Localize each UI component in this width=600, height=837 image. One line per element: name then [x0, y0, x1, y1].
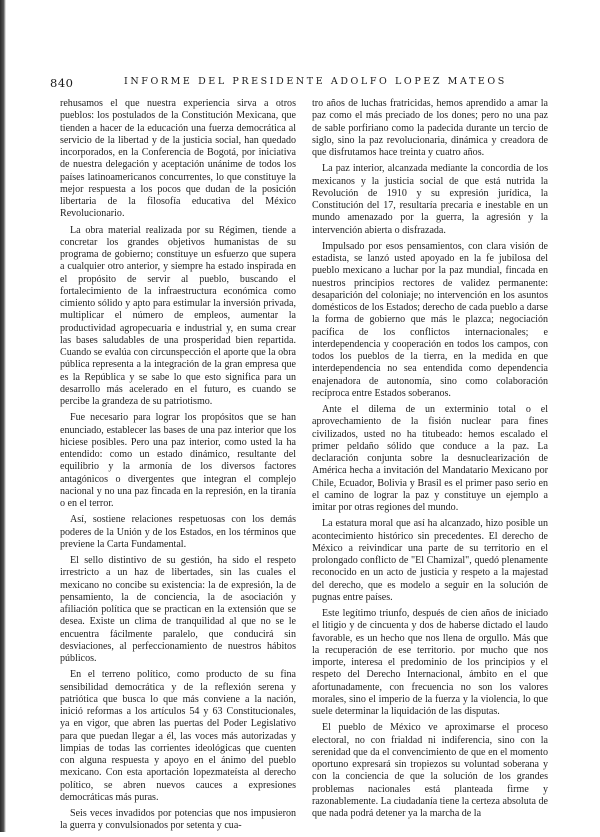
paragraph: tro años de luchas fratricidas, hemos aprendido a amar la paz como el más preciado de los dones; pero no una paz de sable porfiriano como la padecida durante un tercio de siglo, sino la paz revolucionaria, dinámica y creadora de que disfrutamos hace treinta y cuatro años.: [312, 98, 548, 158]
paragraph: La estatura moral que así ha alcanzado, hizo posible un acontecimiento histórico sin precedentes. El derecho de México a reivindicar una parte de su territorio en el prolongado conflicto de "El Chamizal", quedó plenamente reconocido en un acto de justicia y respeto a la majestad del derecho, que es modelo a seguir en la solución de pugnas entre países.: [312, 518, 548, 603]
paragraph: Ante el dilema de un exterminio total o el aprovechamiento de la fisión nuclear para fines civilizados, usted no ha titubeado: hemos escalado el primer peldaño sólido que conduce a la paz. La declaración conjunta sobre la desnuclearización de América hecha a invitación del Mandatario Mexicano por Chile, Ecuador, Bolivia y Brasil es el primer paso serio en el camino de lograr la paz y constituye un ejemplo a imitar por otras regiones del mundo.: [312, 404, 548, 513]
paragraph: Este legítimo triunfo, después de cien años de iniciado el litigio y de cincuenta y dos de haberse dictado el laudo favorable, es un hecho que nos llena de orgullo. Más que la recuperación de ese territorio. por mucho que nos importe, interesa el predominio de los principios y el respeto del Derecho Internacional, ámbito en el que afortunadamente, con frecuencia no son los valores morales, sino el imperio de la fuerza y la violencia, lo que suele determinar la liquidación de las disputas.: [312, 608, 548, 717]
paragraph: Así, sostiene relaciones respetuosas con los demás poderes de la Unión y de los Estados, en los términos que previene la Carta Fundamental.: [60, 514, 296, 550]
paragraph: La obra material realizada por su Régimen, tiende a concretar los grandes objetivos humanistas de su programa de gobierno; constituye un esfuerzo que supera a cualquier otro anterior, y siempre ha estado inspirada en el propósito de servir al pueblo, buscando el fortalecimiento de la infraestructura económica como cimiento sólido y apto para estimular la inversión privada, multiplicar el número de empleos, aumentar la productividad agropecuaria e industrial y, en suma crear las bases saludables de una prosperidad bien repartida. Cuando se evalúa con circunspección el aporte que la obra pública representa a la integración de la gran empresa que es la República y se sabe lo que esto significa para un desarrollo más acelerado en el futuro, es cuando se percibe la grandeza de su patriotismo.: [60, 224, 296, 407]
paragraph: Impulsado por esos pensamientos, con clara visión de estadista, se lanzó usted apoyado en la fe jubilosa del pueblo mexicano a luchar por la paz mundial, fincada en nuestros principios rectores de validez permanente: desaparición del coloniaje; no intervención en los asuntos domésticos de los Estados; derecho de cada pueblo a darse la forma de gobierno que más le plazca; negociación pacífica de los conflictos internacionales; e interdependencia y cooperación en todos los campos, con todos los pueblos de la tierra, en la medida en que interdependencia no sea entendida como dependencia enajenadora de autonomía, sino como colaboración recíproca entre Estados soberanos.: [312, 240, 548, 399]
running-title: INFORME DEL PRESIDENTE ADOLFO LOPEZ MATEOS: [124, 76, 507, 87]
paragraph: El pueblo de México ve aproximarse el proceso electoral, no con frialdad ni indiferencia, sino con la serenidad que da el convencimiento de que en el momento oportuno expresará sin tropiezos su voluntad soberana y con la conciencia de que la solución de los grandes problemas nacionales está planteada firme y razonablemente. La ciudadanía tiene la certeza absoluta de que nada podrá detener ya la marcha de la: [312, 722, 548, 819]
paragraph: El sello distintivo de su gestión, ha sido el respeto irrestricto a un haz de libertades, sin las cuales el mexicano no concibe su existencia: la de expresión, la de pensamiento, la de conciencia, la de asociación y afiliación política que se practican en la extensión que se desea. Existe un clima de tranquilidad al que no se le encuentra fácilmente paralelo, que conducirá sin desviaciones, al perfeccionamiento de nuestros hábitos públicos.: [60, 555, 296, 664]
paragraph: En el terreno político, como producto de su fina sensibilidad democrática y de la reflexión serena y patriótica que busca lo que más conviene a la nación, inició reformas a los artículos 54 y 63 Constitucionales, ya en vigor, que abren las puertas del Poder Legislativo para que puedan llegar a él, las voces más autorizadas y limpias de todas las corrientes ideológicas que cuenten con alguna respuesta y apoyo en el ánimo del pueblo mexicano. Con esta aportación lopezmateísta al derecho político, se abren nuevos cauces a expresiones democráticas más puras.: [60, 669, 296, 803]
page-number: 840: [50, 76, 74, 90]
paragraph: Seis veces invadidos por potencias que nos impusieron la guerra y convulsionados por setenta y cua-: [60, 808, 296, 832]
scan-binding-shadow: [0, 0, 6, 832]
page-header: [50, 76, 550, 92]
left-column: [60, 98, 296, 837]
paragraph: Fue necesario para lograr los propósitos que se han enunciado, establecer las bases de una paz interior que los hiciese posibles. Pero una paz interior, como usted la ha entendido: como un estado dinámico, resultante del equilibrio y la armonía de los diversos factores antagónicos o divergentes que integran el complejo nacional y no una paz fincada en la represión, en la tiranía o en el terror.: [60, 412, 296, 509]
right-column: [312, 98, 548, 824]
paragraph: La paz interior, alcanzada mediante la concordia de los mexicanos y la justicia social de que está nutrida la Revolución de 1910 y su expresión jurídica, la Constitución del 17, resultaría precaria e inestable en un mundo amenazado por la guerra, la agresión y la intervención abierta o disfrazada.: [312, 163, 548, 236]
paragraph: rehusamos el que nuestra experiencia sirva a otros pueblos: los postulados de la Constitución Mexicana, que tienden a hacer de la educación una fuerza democrática al servicio de la libertad y de la justicia social, han quedado incorporados, en la Conferencia de Bogotá, por iniciativa de nuestra delegación y aceptación unánime de todos los países latinoamericanos concurrentes, lo que constituye la mejor respuesta a los pocos que dudan de la posición libertaria de la filosofía educativa del México Revolucionario.: [60, 98, 296, 220]
